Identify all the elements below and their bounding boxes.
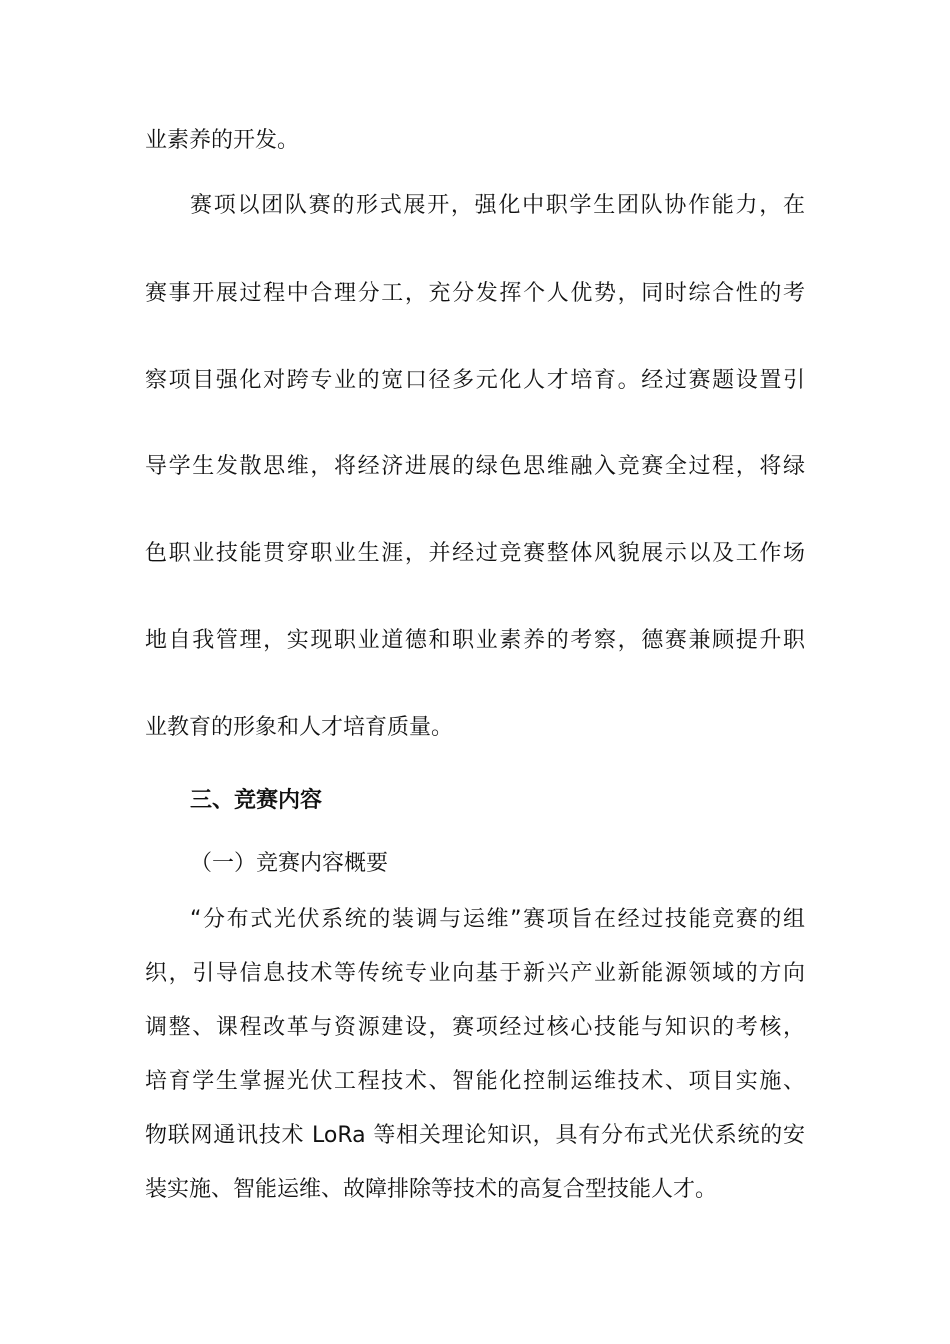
paragraph-2-line-3: 察项目强化对跨专业的宽口径多元化人才培育。经过赛题设置引	[145, 368, 805, 393]
paragraph-3-line-2: 织，引导信息技术等传统专业向基于新兴产业新能源领域的方向	[145, 961, 805, 986]
paragraph-2-line-7: 业教育的形象和人才培育质量。	[145, 715, 454, 740]
paragraph-1-line-1: 业素养的开发。	[145, 128, 300, 153]
paragraph-2-line-1: 赛项以团队赛的形式展开，强化中职学生团队协作能力，在	[190, 193, 805, 218]
paragraph-2-line-6: 地自我管理，实现职业道德和职业素养的考察，德赛兼顾提升职	[145, 628, 805, 653]
paragraph-3-line-3: 调整、课程改革与资源建设，赛项经过核心技能与知识的考核，	[145, 1015, 805, 1040]
paragraph-2-line-2: 赛事开展过程中合理分工，充分发挥个人优势，同时综合性的考	[145, 281, 805, 306]
paragraph-3-line-1: “分布式光伏系统的装调与运维”赛项旨在经过技能竞赛的组	[190, 907, 805, 932]
paragraph-3-line-6: 装实施、智能运维、故障排除等技术的高复合型技能人才。	[145, 1177, 718, 1202]
paragraph-2-line-5: 色职业技能贯穿职业生涯，并经过竞赛整体风貌展示以及工作场	[145, 541, 805, 566]
paragraph-3-line-4: 培育学生掌握光伏工程技术、智能化控制运维技术、项目实施、	[145, 1069, 805, 1094]
paragraph-3-line-5: 物联网通讯技术 LoRa 等相关理论知识，具有分布式光伏系统的安	[145, 1123, 805, 1148]
paragraph-2-line-4: 导学生发散思维，将经济进展的绿色思维融入竞赛全过程，将绿	[145, 454, 805, 479]
subsection-heading: （一）竞赛内容概要	[190, 851, 389, 876]
section-heading: 三、竞赛内容	[190, 788, 323, 813]
